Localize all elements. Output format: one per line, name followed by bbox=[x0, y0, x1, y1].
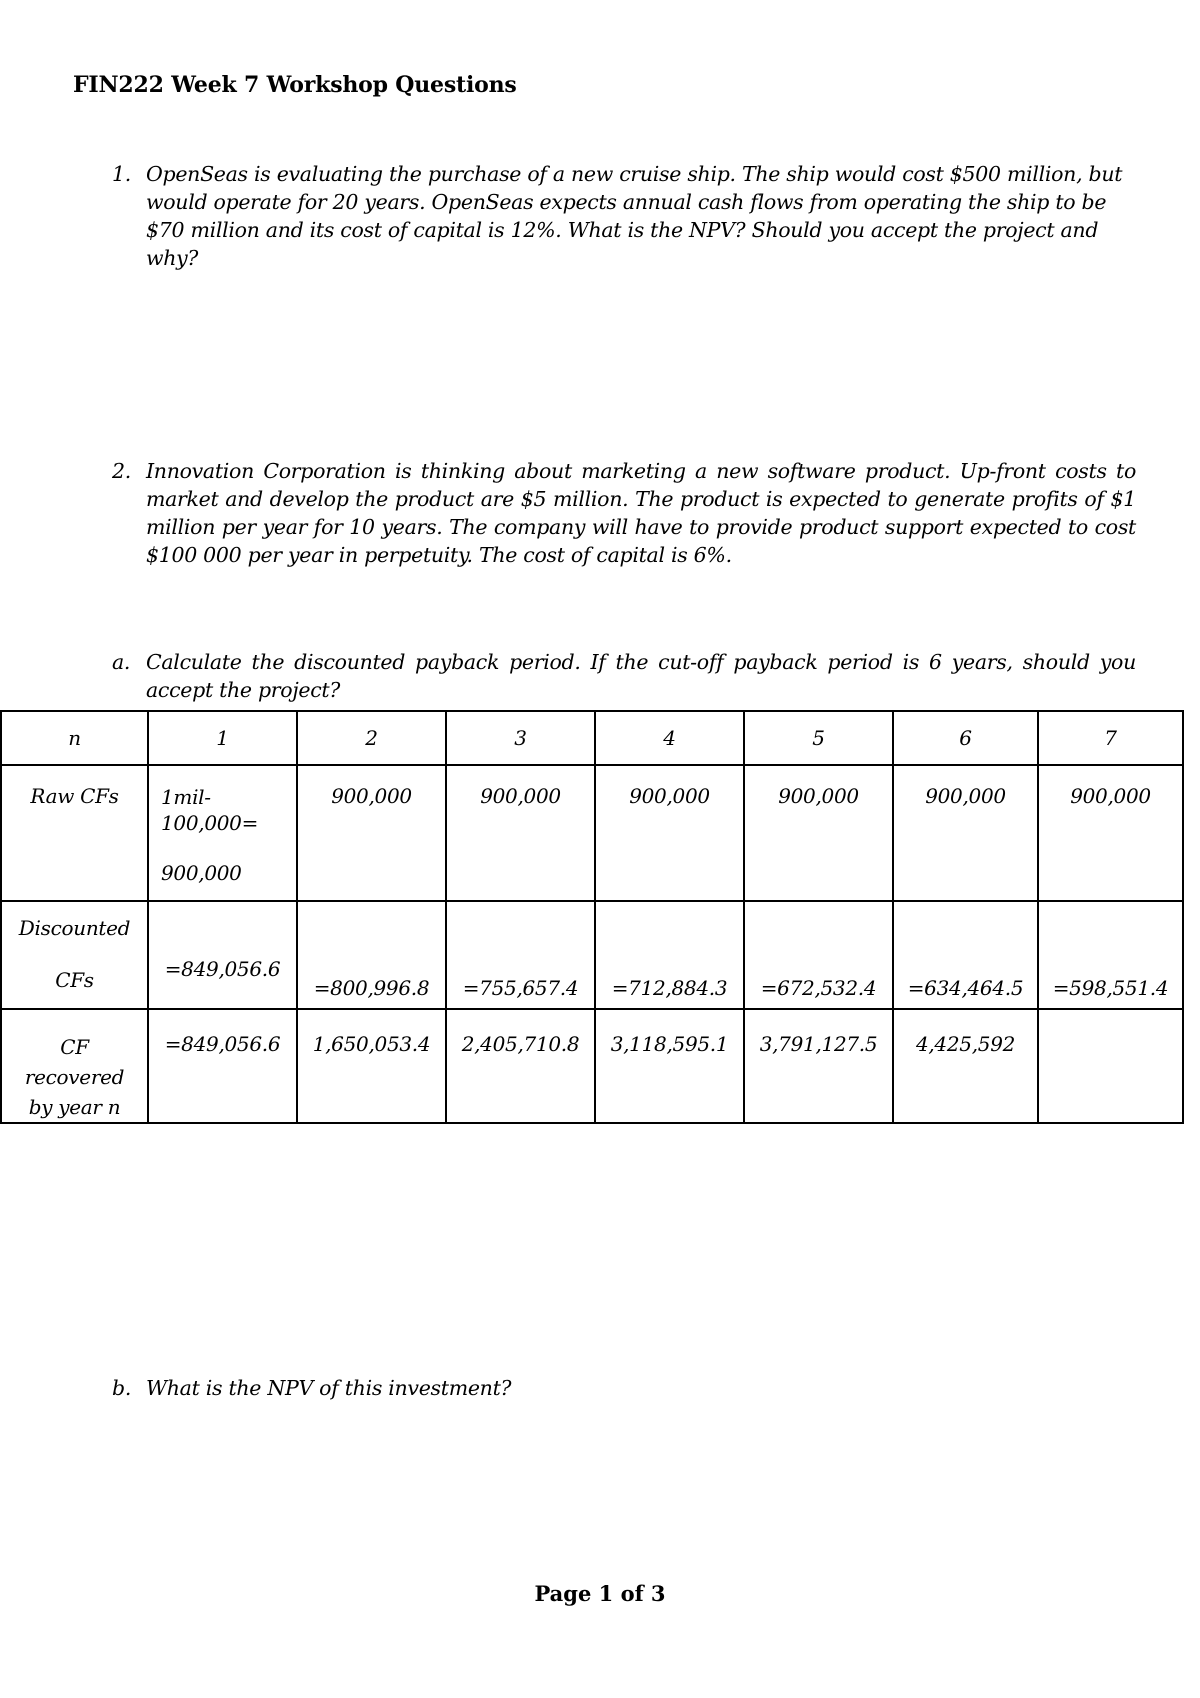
question-text: Calculate the discounted payback period. If the cut-off payback period is 6 years, should you accept the project? bbox=[146, 650, 1136, 702]
question-text: OpenSeas is evaluating the purchase of a new cruise ship. The ship would cost $500 million, but would operate for 20 years. OpenSeas expects annual cash flows from operating the ship to be $70 million and its cost of capital is 12%. What is the NPV? Should you accept the project and why? bbox=[146, 162, 1123, 270]
table-cell: 1,650,053.4 bbox=[297, 1009, 446, 1123]
cell-line: 900,000 bbox=[161, 861, 242, 885]
table-cell bbox=[1038, 1009, 1183, 1123]
question-number: a. bbox=[112, 650, 131, 674]
table-cell: 3,791,127.5 bbox=[744, 1009, 893, 1123]
row-label bbox=[1, 901, 148, 1009]
table-cell bbox=[148, 765, 297, 901]
table-cell: =755,657.4 bbox=[446, 901, 595, 1009]
table-cell: 4,425,592 bbox=[893, 1009, 1038, 1123]
page-footer: Page 1 of 3 bbox=[534, 1581, 666, 1606]
cash-flow-table bbox=[0, 710, 1184, 1124]
question-number: 1. bbox=[112, 162, 131, 186]
header-cell: 1 bbox=[148, 711, 297, 765]
question-text: Innovation Corporation is thinking about marketing a new software product. Up-front costs to market and develop the product are $5 million. The product is expected to generate profits of $1 million per year for 10 years. The company will have to provide product support expected to cost $100 000 per year in perpetuity. The cost of capital is 6%. bbox=[146, 459, 1136, 567]
row-label-line: by year n bbox=[28, 1095, 121, 1119]
row-label-line: recovered bbox=[24, 1065, 125, 1089]
question-text: What is the NPV of this investment? bbox=[146, 1376, 512, 1400]
header-cell: 7 bbox=[1038, 711, 1183, 765]
row-label bbox=[1, 1009, 148, 1123]
table-cell: 900,000 bbox=[893, 765, 1038, 901]
page-title: FIN222 Week 7 Workshop Questions bbox=[73, 72, 517, 98]
table-row-discounted-cfs bbox=[1, 901, 1183, 1009]
row-label-line: CFs bbox=[55, 968, 94, 992]
question-number: 2. bbox=[112, 459, 131, 483]
table-row-cf-recovered bbox=[1, 1009, 1183, 1123]
table-cell: 2,405,710.8 bbox=[446, 1009, 595, 1123]
table-cell: 900,000 bbox=[744, 765, 893, 901]
table-cell: 900,000 bbox=[1038, 765, 1183, 901]
table-cell: =849,056.6 bbox=[148, 1009, 297, 1123]
header-cell: 2 bbox=[297, 711, 446, 765]
table-row-raw-cfs bbox=[1, 765, 1183, 901]
table-cell: =849,056.6 bbox=[148, 901, 297, 1009]
row-label-line: Discounted bbox=[18, 916, 131, 940]
table-header-row bbox=[1, 711, 1183, 765]
cell-line: 100,000= bbox=[161, 811, 259, 835]
header-cell: 6 bbox=[893, 711, 1038, 765]
header-cell: n bbox=[1, 711, 148, 765]
table-cell: =712,884.3 bbox=[595, 901, 744, 1009]
header-cell: 5 bbox=[744, 711, 893, 765]
row-label-line: CF bbox=[60, 1035, 89, 1059]
row-label: Raw CFs bbox=[1, 765, 148, 901]
table-cell: 3,118,595.1 bbox=[595, 1009, 744, 1123]
table-cell: =634,464.5 bbox=[893, 901, 1038, 1009]
table-cell: =598,551.4 bbox=[1038, 901, 1183, 1009]
table-cell: =800,996.8 bbox=[297, 901, 446, 1009]
cell-line: 1mil- bbox=[161, 785, 211, 809]
header-cell: 4 bbox=[595, 711, 744, 765]
question-number: b. bbox=[112, 1376, 132, 1400]
header-cell: 3 bbox=[446, 711, 595, 765]
table-cell: 900,000 bbox=[595, 765, 744, 901]
table-cell: =672,532.4 bbox=[744, 901, 893, 1009]
table-cell: 900,000 bbox=[446, 765, 595, 901]
table-cell: 900,000 bbox=[297, 765, 446, 901]
